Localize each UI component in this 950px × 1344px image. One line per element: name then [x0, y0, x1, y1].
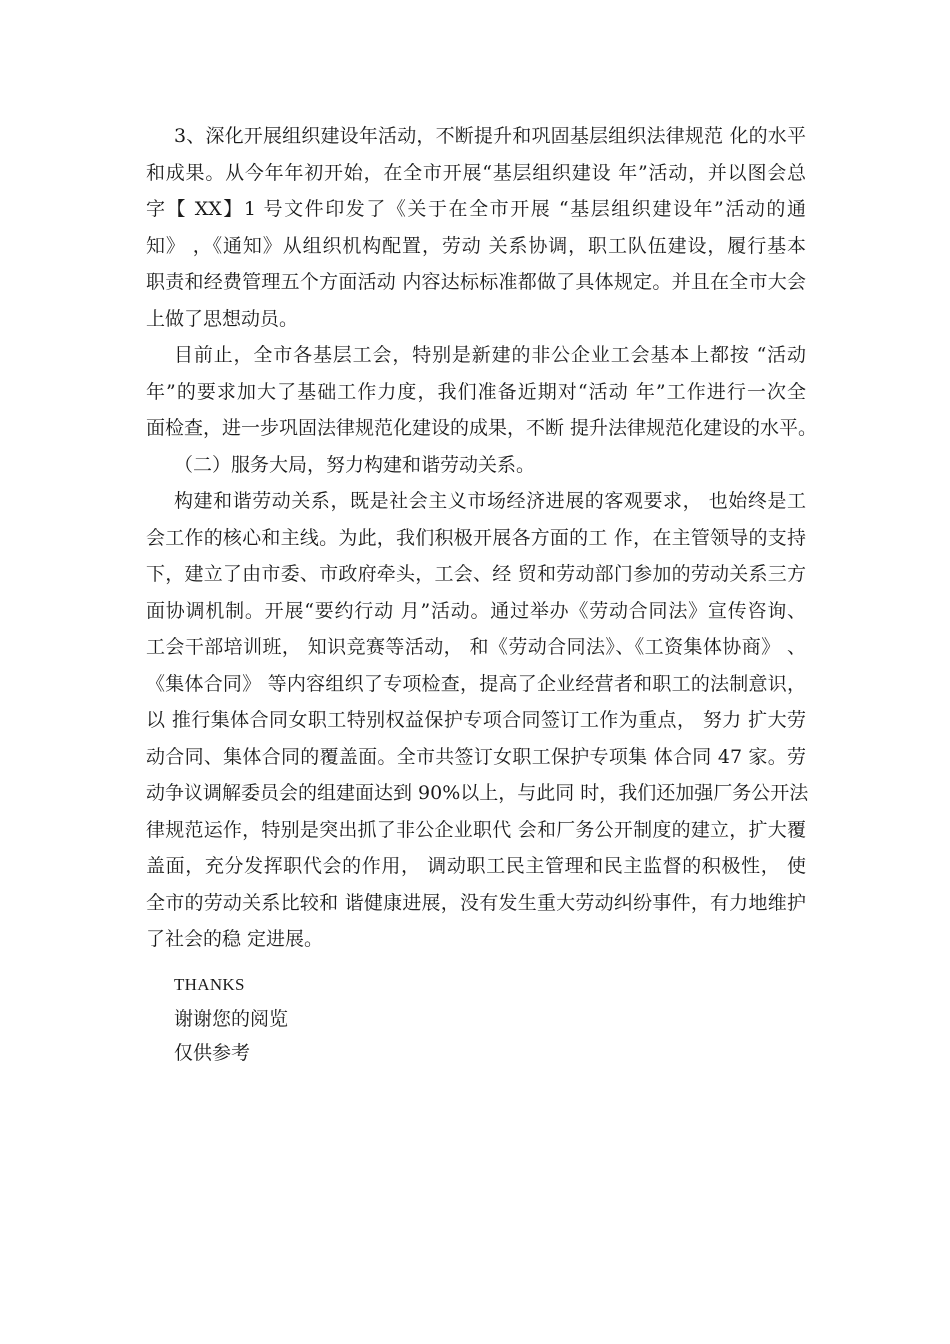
text-line: 年”的要求加大了基础工作力度，我们准备近期对“活动 年”工作进行一次全: [146, 380, 806, 403]
document-body: [146, 118, 818, 958]
text-line: 动争议调解委员会的组建面达到 90%以上，与此同 时，我们还加强厂务公开法: [146, 782, 809, 804]
text-line: 下，建立了由市委、市政府牵头，工会、经 贸和劳动部门参加的劳动关系三方: [146, 563, 806, 585]
section-heading: （二）服务大局，努力构建和谐劳动关系。: [174, 453, 536, 476]
text-line: 构建和谐劳动关系，既是社会主义市场经济进展的客观要求， 也始终是工: [174, 490, 806, 512]
reference-note: 仅供参考: [174, 1042, 251, 1064]
text-line: 上做了思想动员。: [146, 307, 299, 330]
closing-block: [174, 968, 288, 1070]
text-line: 3、深化开展组织建设年活动，不断提升和巩固基层组织法律规范 化的水平: [174, 125, 806, 147]
text-line: 工会干部培训班， 知识竞赛等活动， 和《劳动合同法》、《工资集体协商》 、: [146, 636, 806, 658]
thanks-text: THANKS: [174, 975, 245, 994]
text-line: 了社会的稳 定进展。: [146, 928, 324, 950]
text-line: 全市的劳动关系比较和 谐健康进展，没有发生重大劳动纠纷事件，有力地维护: [146, 891, 806, 914]
text-line: 目前止，全市各基层工会，特别是新建的非公企业工会基本上都按 “活动: [174, 344, 806, 366]
text-line: 会工作的核心和主线。为此，我们积极开展各方面的工 作，在主管领导的支持: [146, 526, 806, 549]
text-line: 以 推行集体合同女职工特别权益保护专项合同签订工作为重点， 努力 扩大劳: [146, 709, 806, 731]
text-line: 面协调机制。开展“要约行动 月”活动。通过举办《劳动合同法》宣传咨询、: [146, 599, 806, 622]
text-line: 动合同、集体合同的覆盖面。全市共签订女职工保护专项集 体合同 47 家。劳: [146, 745, 806, 768]
text-line: 字【 XX】1 号文件印发了《关于在全市开展 “基层组织建设年”活动的通: [146, 198, 806, 220]
text-line: 职责和经费管理五个方面活动 内容达标标准都做了具体规定。并且在全市大会: [146, 271, 806, 293]
text-line: 面检查，进一步巩固法律规范化建设的成果，不断 提升法律规范化建设的水平。: [146, 417, 818, 439]
text-line: 和成果。从今年年初开始，在全市开展“基层组织建设 年”活动，并以图会总: [146, 161, 806, 184]
text-line: 律规范运作，特别是突出抓了非公企业职代 会和厂务公开制度的建立，扩大覆: [146, 818, 806, 841]
text-line: 知》 ，《通知》从组织机构配置，劳动 关系协调，职工队伍建设，履行基本: [146, 234, 806, 257]
text-line: 《集体合同》 等内容组织了专项检查，提高了企业经营者和职工的法制意识，: [146, 672, 806, 695]
text-line: 盖面，充分发挥职代会的作用， 调动职工民主管理和民主监督的积极性， 使: [146, 855, 806, 877]
thank-you-text: 谢谢您的阅览: [174, 1008, 289, 1030]
